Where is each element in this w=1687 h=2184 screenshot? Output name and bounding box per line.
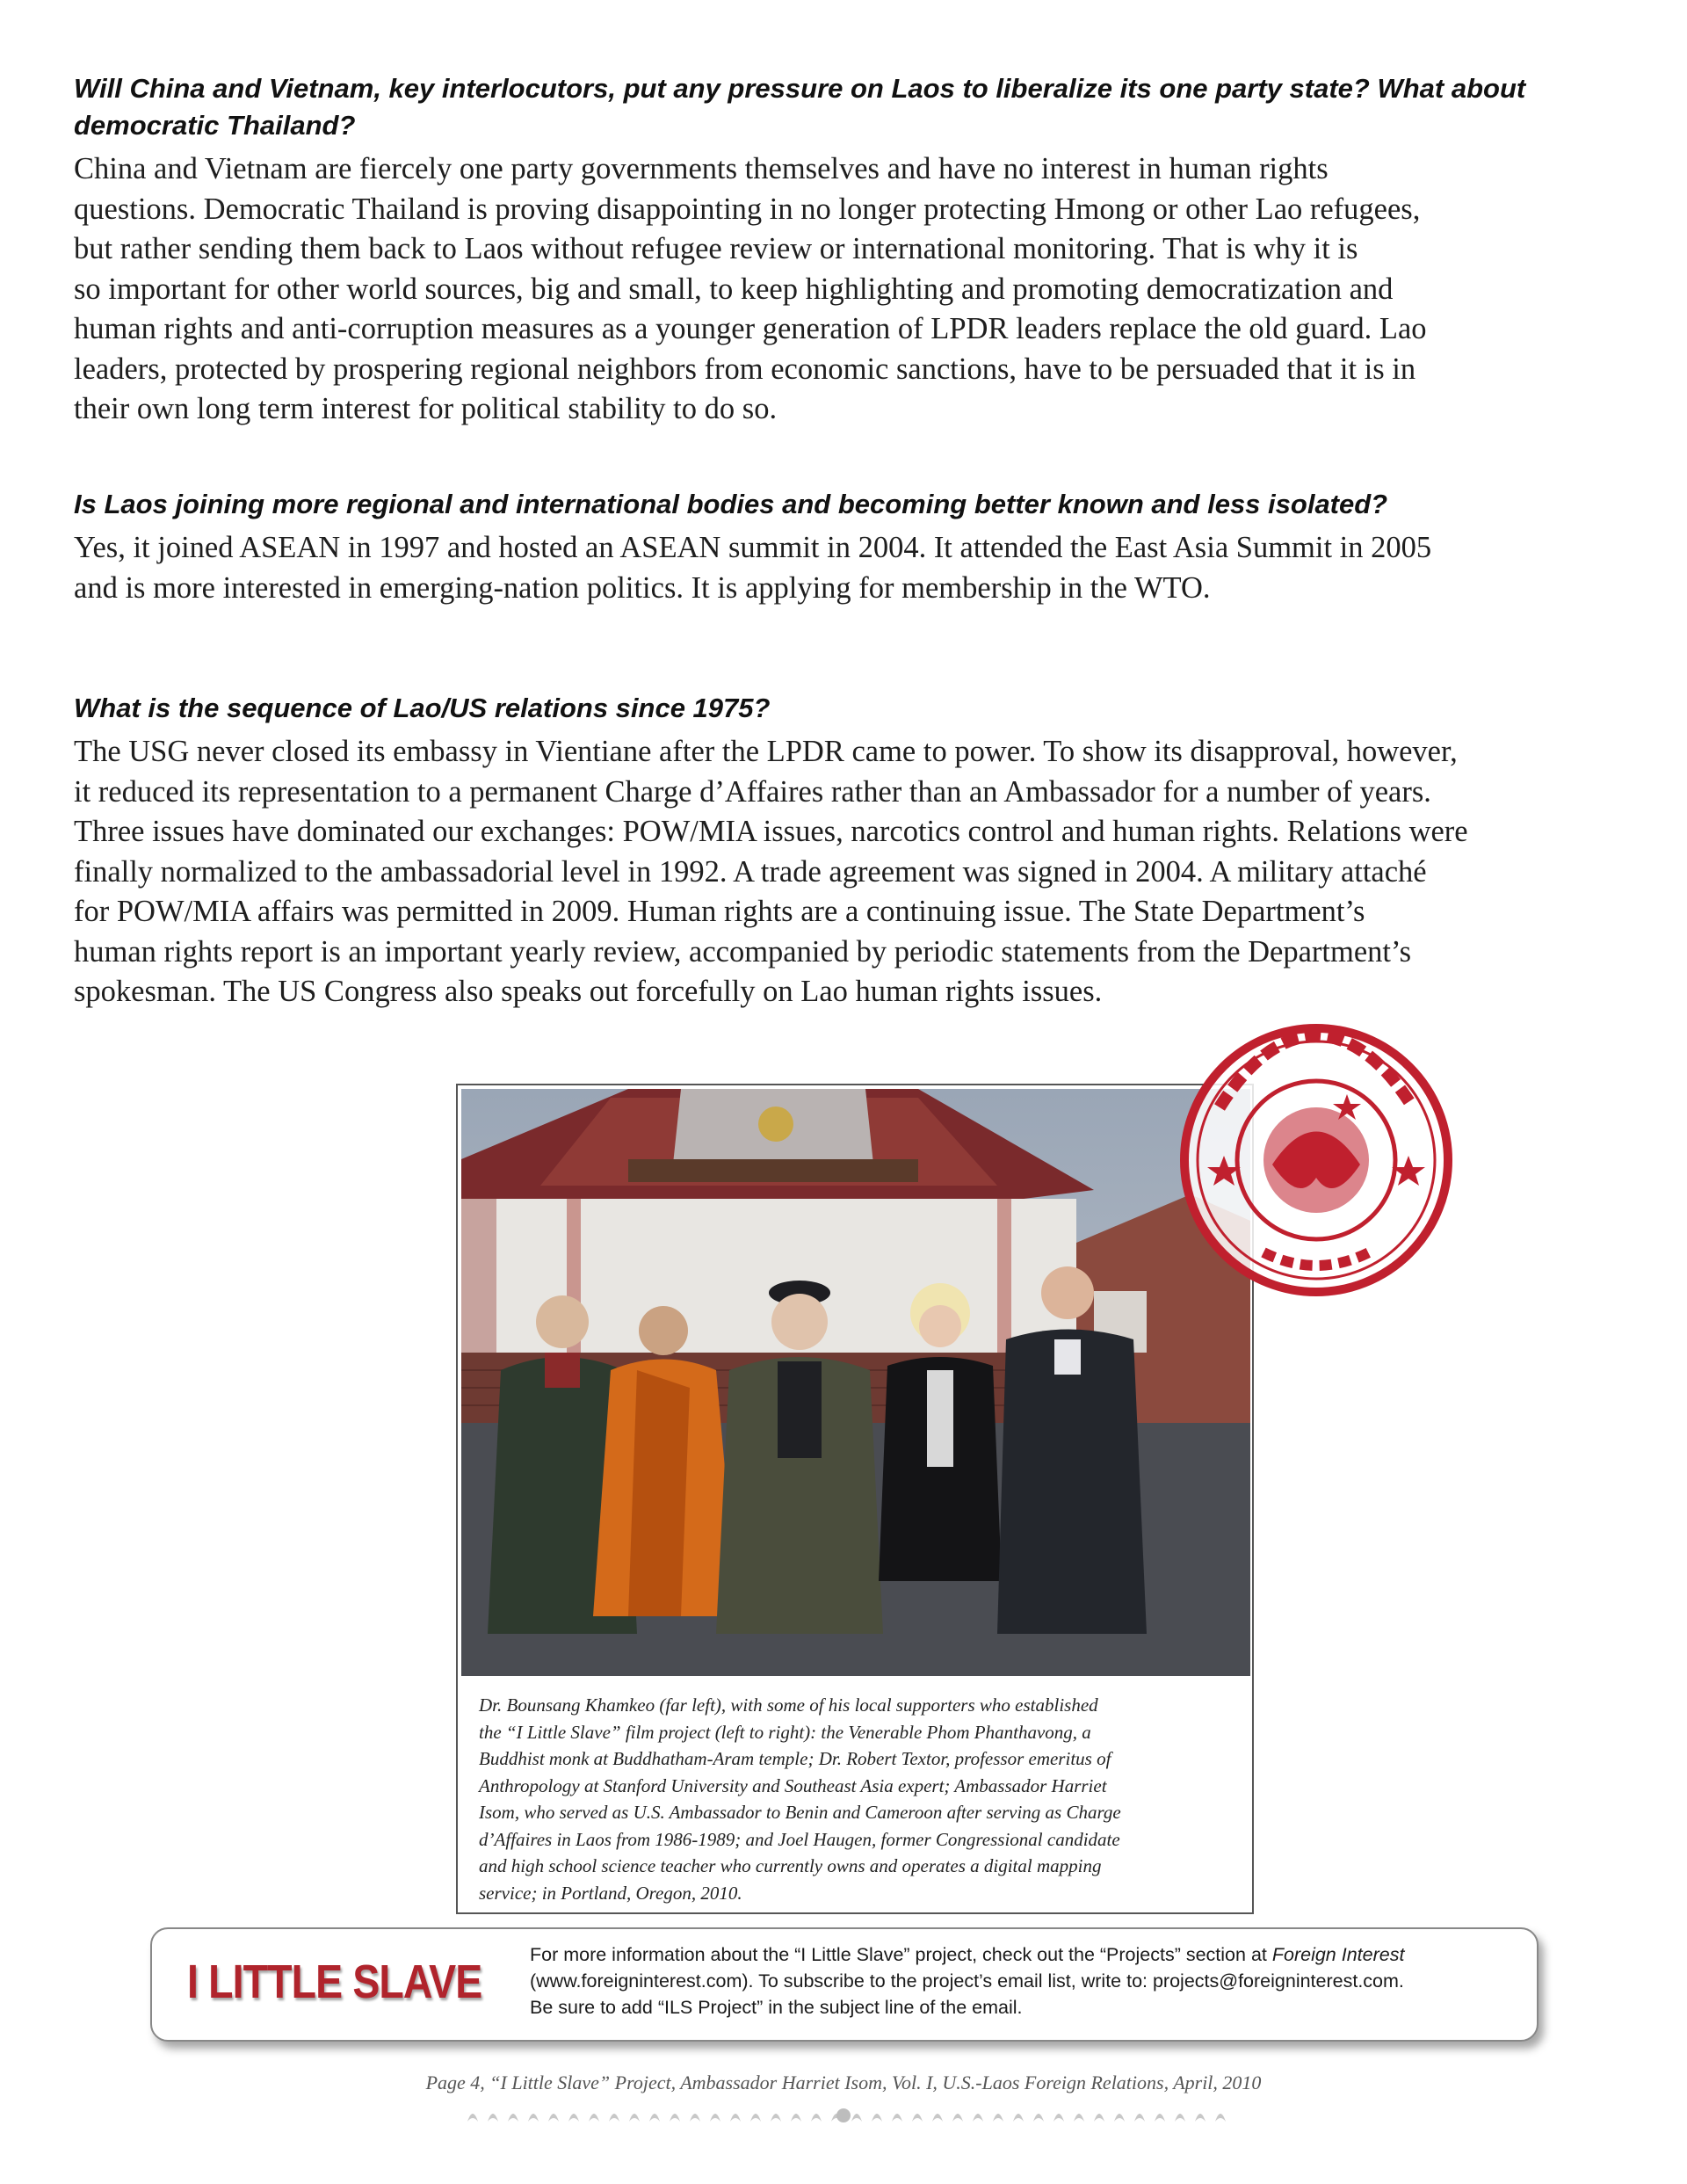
question-heading: Will China and Vietnam, key interlocutors, put any pressure on Laos to liberalize its one party state? What about democratic Thailand? xyxy=(74,73,1526,141)
answer-line: leaders, protected by prospering regional neighbors from economic sanctions, have to be persuaded that it is in xyxy=(74,352,1416,386)
answer-line: Yes, it joined ASEAN in 1997 and hosted an ASEAN summit in 2004. It attended the East Asia Summit in 2005 xyxy=(74,531,1432,564)
qa-section-3 xyxy=(74,690,1625,1012)
answer-line: human rights and anti-corruption measures as a younger generation of LPDR leaders replace the old guard. Lao xyxy=(74,312,1427,345)
answer-paragraph xyxy=(74,732,1625,1012)
caption-line: Isom, who served as U.S. Ambassador to Benin and Cameroon after serving as Charge xyxy=(479,1802,1121,1823)
caption-line: Dr. Bounsang Khamkeo (far left), with some of his local supporters who established xyxy=(479,1694,1098,1716)
answer-line: spokesman. The US Congress also speaks out forcefully on Lao human rights issues. xyxy=(74,975,1103,1008)
answer-paragraph xyxy=(74,528,1625,608)
answer-line: The USG never closed its embassy in Vientiane after the LPDR came to power. To show its disapproval, however, xyxy=(74,735,1458,768)
red-seal-stamp xyxy=(1158,1002,1474,1318)
answer-line: human rights report is an important yearly review, accompanied by periodic statements from the Department’s xyxy=(74,934,1411,969)
caption-line: Buddhist monk at Buddhatham-Aram temple; Dr. Robert Textor, professor emeritus of xyxy=(479,1748,1111,1769)
answer-line: for POW/MIA affairs was permitted in 2009. Human rights are a continuing issue. The State Department’s xyxy=(74,895,1365,928)
answer-paragraph xyxy=(74,149,1625,430)
caption-line: and high school science teacher who currently owns and operates a digital mapping xyxy=(479,1855,1102,1876)
decorative-ornament xyxy=(450,2102,1237,2129)
answer-line: their own long term interest for political stability to do so. xyxy=(74,392,778,425)
photo-caption xyxy=(479,1692,1234,1906)
page-footer: Page 4, “I Little Slave” Project, Ambassador Harriet Isom, Vol. I, U.S.-Laos Foreign Relations, April, 2010 xyxy=(425,2072,1262,2093)
answer-line: China and Vietnam are fiercely one party governments themselves and have no interest in human rights xyxy=(74,152,1329,185)
answer-line: questions. Democratic Thailand is proving disappointing in no longer protecting Hmong or other Lao refugees, xyxy=(74,192,1421,226)
caption-line: d’Affaires in Laos from 1986-1989; and Joel Haugen, former Congressional candidate xyxy=(479,1828,1120,1850)
answer-line: but rather sending them back to Laos without refugee review or international monitoring. That is why it is xyxy=(74,232,1358,265)
answer-line: so important for other world sources, big and small, to keep highlighting and promoting democratization and xyxy=(74,272,1394,306)
project-info-text xyxy=(530,1941,1523,2021)
question-heading: What is the sequence of Lao/US relations since 1975? xyxy=(74,693,771,723)
caption-line: Anthropology at Stanford University and Southeast Asia expert; Ambassador Harriet xyxy=(479,1774,1107,1796)
qa-section-2 xyxy=(74,486,1625,608)
info-line: Be sure to add “ILS Project” in the subject line of the email. xyxy=(530,1997,1023,2018)
answer-line: Three issues have dominated our exchanges: POW/MIA issues, narcotics control and human rights. Relations were xyxy=(74,815,1468,848)
seal-icon xyxy=(1158,1002,1474,1318)
qa-section-1 xyxy=(74,70,1625,430)
caption-line: the “I Little Slave” film project (left to right): the Venerable Phom Phanthavong, a xyxy=(479,1721,1091,1743)
info-line: (www.foreigninterest.com). To subscribe to the project’s email list, write to: projects@foreigninterest.com. xyxy=(530,1970,1404,1992)
caption-line: service; in Portland, Oregon, 2010. xyxy=(479,1882,742,1904)
project-logo: I LITTLE SLAVE xyxy=(187,1955,482,2008)
question-heading: Is Laos joining more regional and international bodies and becoming better known and less isolated? xyxy=(74,489,1388,519)
answer-line: and is more interested in emerging-nation politics. It is applying for membership in the WTO. xyxy=(74,570,1211,605)
project-info-box xyxy=(150,1927,1539,2042)
answer-line: it reduced its representation to a permanent Charge d’Affaires rather than an Ambassador for a number of years. xyxy=(74,774,1431,809)
info-line: For more information about the “I Little Slave” project, check out the “Projects” section at Foreign Interest xyxy=(530,1944,1405,1965)
answer-line: finally normalized to the ambassadorial level in 1992. A trade agreement was signed in 2004. A military attaché xyxy=(74,854,1427,889)
photo-frame xyxy=(456,1084,1254,1914)
group-photo xyxy=(461,1089,1250,1676)
group-photo-illustration xyxy=(461,1089,1250,1676)
